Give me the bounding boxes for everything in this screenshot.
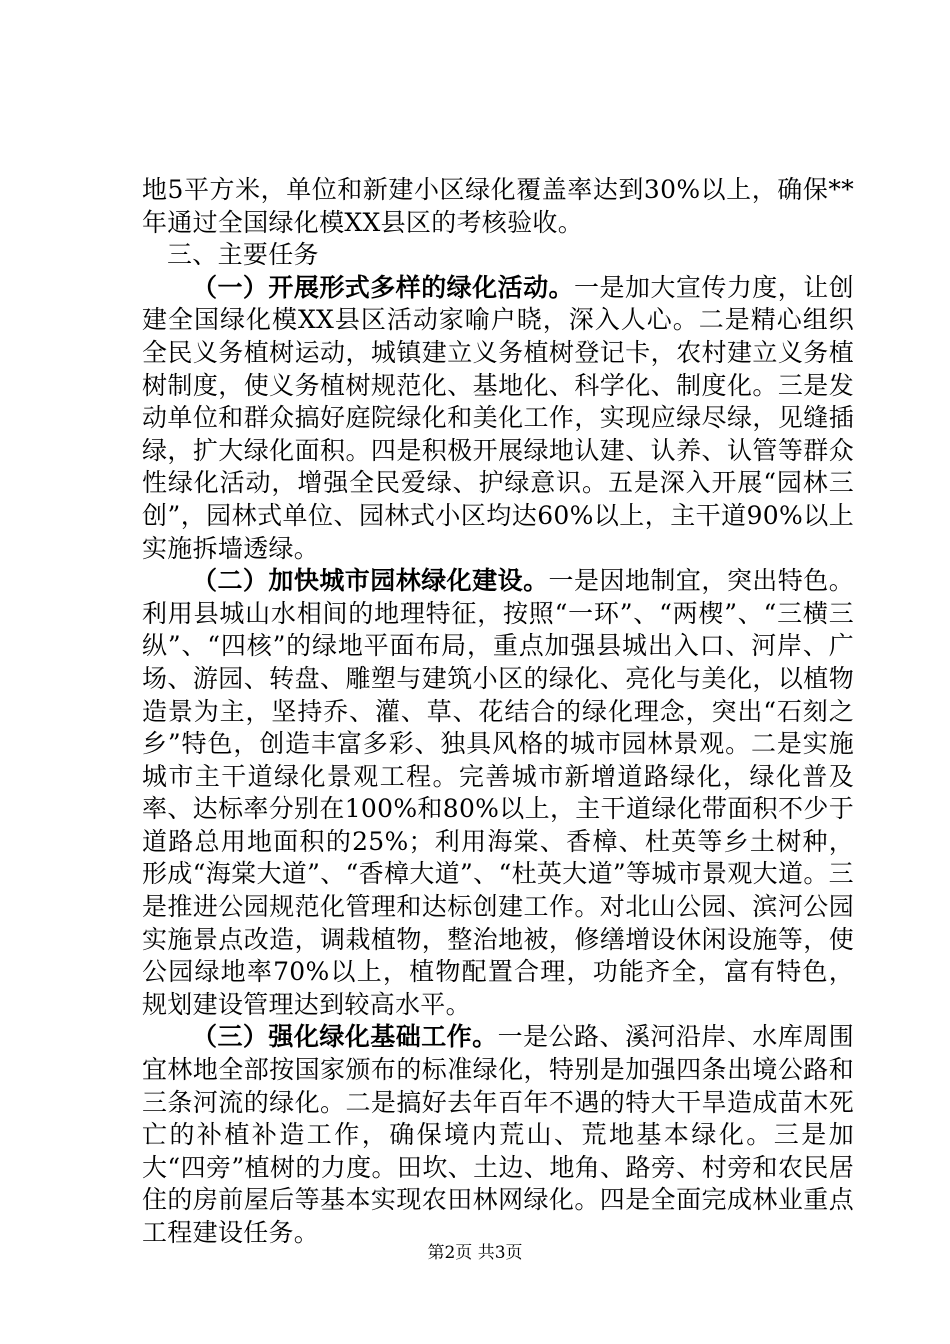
section-heading-text: 三、主要任务 [167, 240, 319, 270]
paragraph-continuation [142, 174, 854, 239]
paragraph-text: 地5平方米，单位和新建小区绿化覆盖率达到30%以上，确保**年通过全国绿化模XX县区的考核验收。 [142, 175, 854, 237]
paragraph-lead: （二）加快城市园林绿化建设。 [192, 566, 549, 596]
paragraph-text: 一是加大宣传力度，让创建全国绿化模XX县区活动家喻户晓，深入人心。二是精心组织全民义务植树运动，城镇建立义务植树登记卡，农村建立义务植树制度，使义务植树规范化、基地化、科学化、制度化。三是发动单位和群众搞好庭院绿化和美化工作，实现应绿尽绿，见缝插绿，扩大绿化面积。四是积极开展绿地认建、认养、认管等群众性绿化活动，增强全民爱绿、护绿意识。五是深入开展“园林三创”，园林式单位、园林式小区均达60%以上，主干道90%以上实施拆墙透绿。 [142, 272, 854, 563]
paragraph-task-2 [142, 565, 854, 1021]
page-footer: 第2页 共3页 [427, 1243, 523, 1263]
paragraph-lead: （三）强化绿化基础工作。 [192, 1022, 498, 1052]
paragraph-lead: （一）开展形式多样的绿化活动。 [192, 272, 575, 302]
paragraph-text: 一是公路、溪河沿岸、水库周围宜林地全部按国家颁布的标准绿化，特别是加强四条出境公路和三条河流的绿化。二是搞好去年百年不遇的特大干旱造成苗木死亡的补植补造工作，确保境内荒山、荒地基本绿化。三是加大“四旁”植树的力度。田坎、土边、地角、路旁、村旁和农民居住的房前屋后等基本实现农田林网绿化。四是全面完成林业重点工程建设任务。 [142, 1022, 855, 1247]
section-heading [142, 239, 854, 272]
paragraph-task-1 [142, 272, 854, 565]
document-body [142, 174, 854, 1250]
paragraph-text: 一是因地制宜，突出特色。利用县城山水相间的地理特征，按照“一环”、“两楔”、“三横三纵”、“四核”的绿地平面布局，重点加强县城出入口、河岸、广场、游园、转盘、雕塑与建筑小区的绿化、亮化与美化，以植物造景为主，坚持乔、灌、草、花结合的绿化理念，突出“石刻之乡”特色，创造丰富多彩、独具风格的城市园林景观。二是实施城市主干道绿化景观工程。完善城市新增道路绿化，绿化普及率、达标率分别在100%和80%以上，主干道绿化带面积不少于道路总用地面积的25%；利用海棠、香樟、杜英等乡土树种，形成“海棠大道”、“香樟大道”、“杜英大道”等城市景观大道。三是推进公园规范化管理和达标创建工作。对北山公园、滨河公园实施景点改造，调栽植物，整治地被，修缮增设休闲设施等，使公园绿地率70%以上，植物配置合理，功能齐全，富有特色，规划建设管理达到较高水平。 [142, 566, 854, 1019]
paragraph-task-3 [142, 1021, 854, 1249]
